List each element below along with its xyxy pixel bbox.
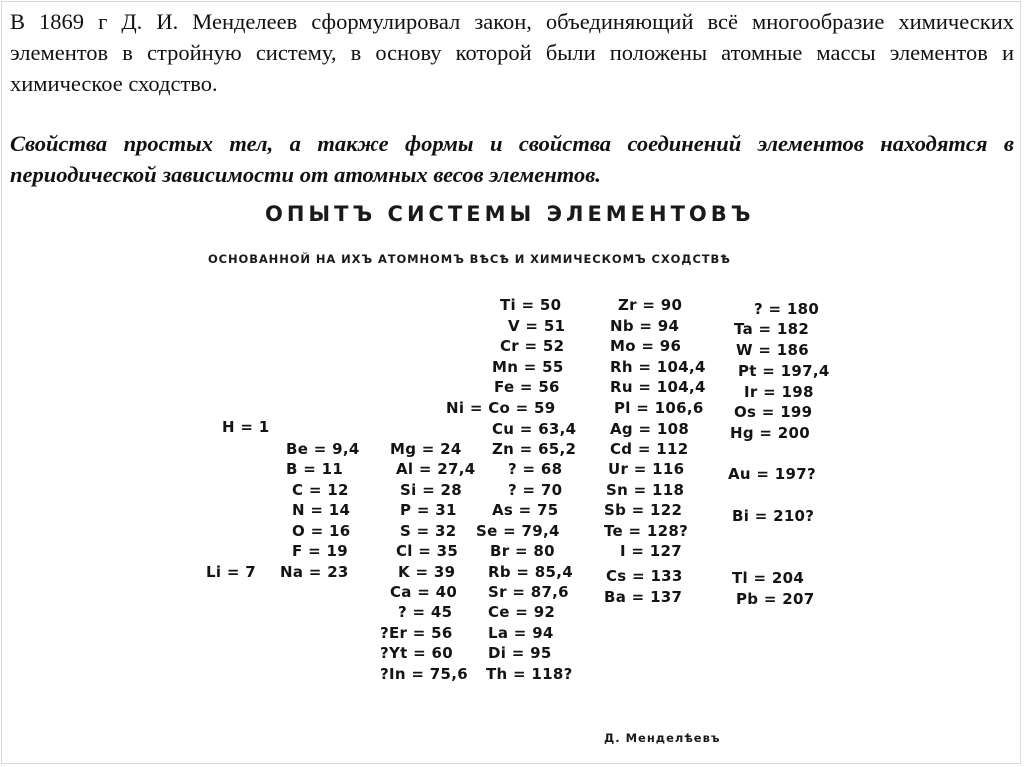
element-cell: Pb = 207 (736, 590, 815, 608)
element-cell: Pl = 106,6 (614, 399, 704, 417)
element-cell: Di = 95 (488, 644, 552, 662)
element-cell: Mg = 24 (390, 440, 462, 458)
element-cell: S = 32 (400, 522, 457, 540)
intro-paragraph: В 1869 г Д. И. Менделеев сформулировал закон, объединяющий всё многообразие химических элементов в стройную систему, в основу которой были положены атомные массы элементов и химическое сходство. (10, 9, 1014, 96)
element-cell: Cs = 133 (606, 567, 683, 585)
signature: Д. Менделѣевъ (604, 731, 721, 745)
element-cell: ? = 45 (398, 603, 453, 621)
element-cell: O = 16 (292, 522, 351, 540)
element-cell: La = 94 (488, 624, 554, 642)
element-cell: Ur = 116 (608, 460, 685, 478)
element-cell: Hg = 200 (730, 424, 811, 442)
element-cell: Mo = 96 (610, 337, 682, 355)
element-cell: N = 14 (292, 501, 351, 519)
element-cell: ?Yt = 60 (380, 644, 454, 662)
element-cell: Ni = Co = 59 (446, 399, 556, 417)
element-cell: Zn = 65,2 (492, 440, 577, 458)
element-cell: Br = 80 (490, 542, 555, 560)
element-cell: ? = 68 (508, 460, 563, 478)
element-cell: F = 19 (292, 542, 348, 560)
element-cell: Si = 28 (400, 481, 462, 499)
element-cell: Th = 118? (486, 665, 573, 683)
element-cell: Se = 79,4 (476, 522, 560, 540)
element-cell: Bi = 210? (732, 507, 815, 525)
element-cell: Pt = 197,4 (738, 362, 830, 380)
element-cell: H = 1 (222, 418, 270, 436)
element-cell: Ir = 198 (744, 383, 814, 401)
element-cell: Li = 7 (206, 563, 256, 581)
element-cell: Rb = 85,4 (488, 563, 574, 581)
element-cell: Ag = 108 (610, 420, 690, 438)
element-cell: ?In = 75,6 (380, 665, 468, 683)
element-cell: K = 39 (398, 563, 456, 581)
element-cell: Sr = 87,6 (488, 583, 569, 601)
element-cell: Na = 23 (280, 563, 349, 581)
element-cell: Ca = 40 (390, 583, 458, 601)
element-cell: I = 127 (620, 542, 683, 560)
element-cell: Fe = 56 (494, 378, 560, 396)
element-cell: Mn = 55 (492, 358, 564, 376)
element-cell: Sb = 122 (604, 501, 683, 519)
element-cell: Nb = 94 (610, 317, 680, 335)
element-cell: W = 186 (736, 341, 809, 359)
element-cell: Os = 199 (734, 403, 813, 421)
element-cell: ? = 180 (754, 300, 820, 318)
element-cell: Sn = 118 (606, 481, 685, 499)
element-cell: Be = 9,4 (286, 440, 360, 458)
element-cell: Ce = 92 (488, 603, 556, 621)
element-cell: Zr = 90 (618, 296, 683, 314)
periodic-law-statement: Свойства простых тел, а также формы и свойства соединений элементов находятся в периодической зависимости от атомных весов элементов. (10, 131, 1014, 187)
element-cell: As = 75 (492, 501, 559, 519)
element-cell: Te = 128? (604, 522, 689, 540)
element-cell: V = 51 (508, 317, 566, 335)
element-cell: B = 11 (286, 460, 344, 478)
element-cell: P = 31 (400, 501, 457, 519)
table-subtitle: ОСНОВАННОЙ НА ИХЪ АТОМНОМЪ ВѢСѢ И ХИМИЧЕСКОМЪ СХОДСТВѢ (208, 252, 731, 266)
element-cell: Al = 27,4 (396, 460, 476, 478)
table-title: ОПЫТЪ СИСТЕМЫ ЭЛЕМЕНТОВЪ (265, 202, 755, 226)
element-cell: ? = 70 (508, 481, 563, 499)
element-cell: Ta = 182 (734, 320, 810, 338)
element-cell: C = 12 (292, 481, 349, 499)
element-cell: Cu = 63,4 (492, 420, 577, 438)
element-cell: ?Er = 56 (380, 624, 453, 642)
element-cell: Cr = 52 (500, 337, 565, 355)
element-cell: Cl = 35 (396, 542, 459, 560)
element-cell: Ru = 104,4 (610, 378, 706, 396)
element-cell: Rh = 104,4 (610, 358, 706, 376)
element-cell: Ba = 137 (604, 588, 683, 606)
element-cell: Ti = 50 (500, 296, 562, 314)
element-cell: Cd = 112 (610, 440, 689, 458)
element-cell: Au = 197? (728, 465, 817, 483)
element-cell: Tl = 204 (732, 569, 805, 587)
